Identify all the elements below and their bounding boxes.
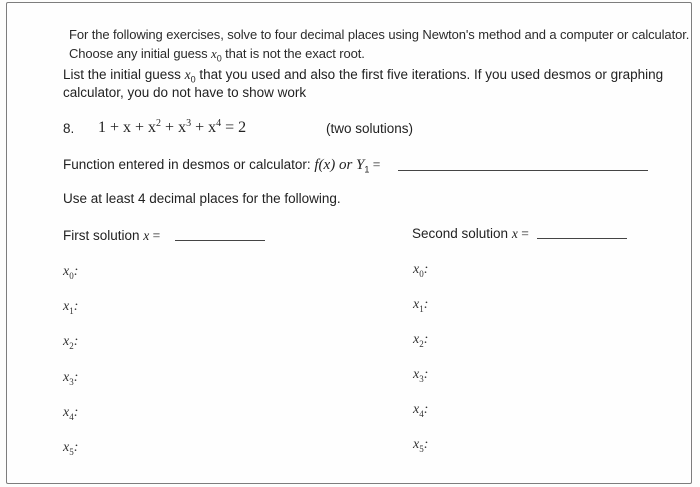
second-iteration-x4: $x_4$: xyxy=(413,402,429,419)
instruction-line-1: For the following exercises, solve to four decimal places using Newton's method and a computer or calculator. xyxy=(69,27,690,42)
function-answer-blank[interactable] xyxy=(398,158,648,171)
first-iteration-x2: $x_2$: xyxy=(63,334,79,351)
first-iteration-x4: $x_4$: xyxy=(63,405,79,422)
instruction-line-3: List the initial guess $x_0$ that you used and also the first five iterations. If you used desmos or graphing xyxy=(63,67,664,85)
two-solutions-note: (two solutions) xyxy=(326,121,414,136)
first-solution-label: First solution x = xyxy=(63,228,161,243)
problem-number: 8. xyxy=(63,121,75,136)
second-iteration-x1: $x_1$: xyxy=(413,297,429,314)
first-iteration-x5: $x_5$: xyxy=(63,440,79,457)
second-iteration-x3: $x_3$: xyxy=(413,367,429,384)
first-iteration-x3: $x_3$: xyxy=(63,370,79,387)
second-iteration-x5: $x_5$: xyxy=(413,437,429,454)
instruction-line-4: calculator, you do not have to show work xyxy=(63,85,307,100)
second-solution-label: Second solution x = xyxy=(412,226,529,241)
second-solution-blank[interactable] xyxy=(537,226,627,239)
instruction-line-2: Choose any initial guess $x_0$ that is not the exact root. xyxy=(69,46,365,64)
function-prompt: Function entered in desmos or calculator: f(x) or $Y_1$ = xyxy=(63,157,381,175)
first-iteration-x0: $x_0$: xyxy=(63,264,79,281)
decimal-places-note: Use at least 4 decimal places for the following. xyxy=(63,191,341,206)
problem-equation: $1 + x + x^2 + x^3 + x^4 = 2$ xyxy=(98,118,247,136)
first-iteration-x1: $x_1$: xyxy=(63,299,79,316)
first-solution-blank[interactable] xyxy=(175,228,265,241)
second-iteration-x0: $x_0$: xyxy=(413,262,429,279)
second-iteration-x2: $x_2$: xyxy=(413,332,429,349)
